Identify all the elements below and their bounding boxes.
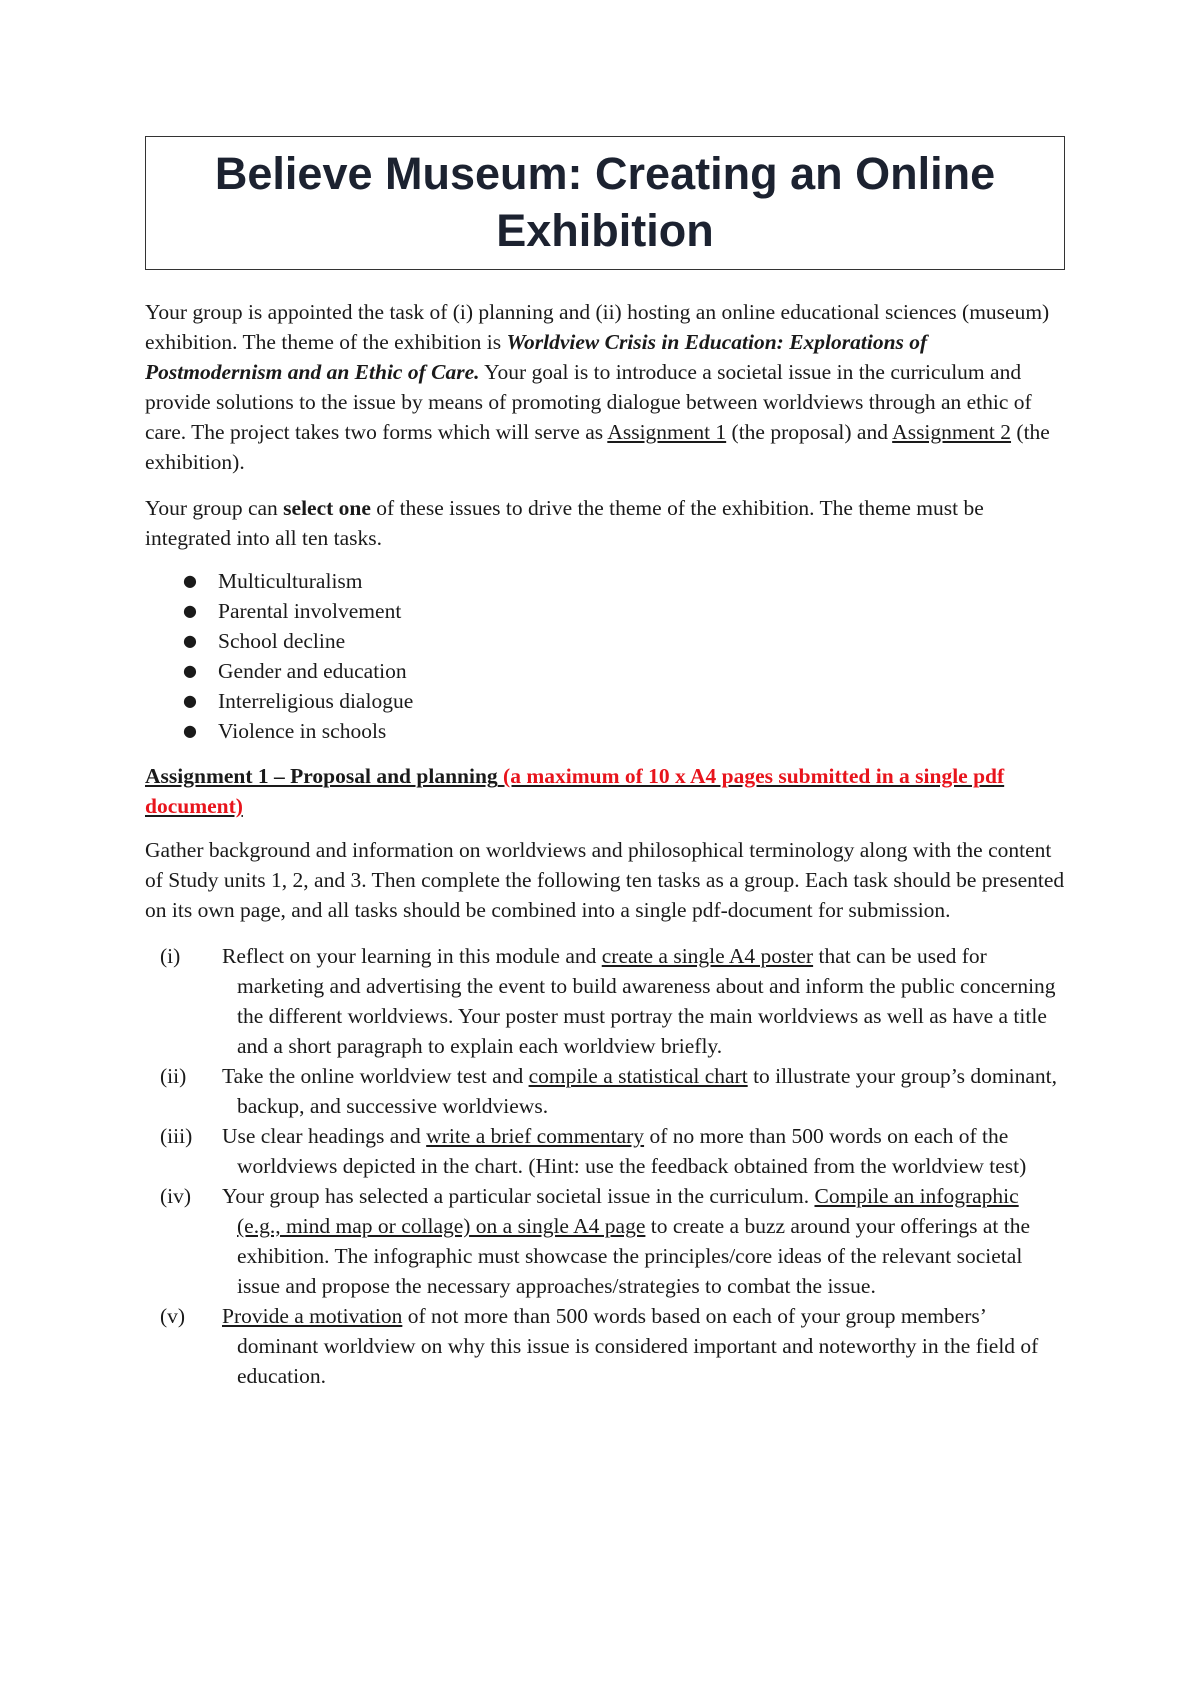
list-item bbox=[145, 686, 1065, 716]
bullet-icon: ● bbox=[183, 601, 197, 620]
intro-text-4: (the exhibition). bbox=[145, 420, 1050, 474]
assignment-1-ref: Assignment 1 bbox=[607, 420, 727, 444]
task-number: (iv) bbox=[160, 1184, 192, 1208]
task-item bbox=[145, 1061, 1065, 1121]
page-title: Believe Museum: Creating an Online Exhibition bbox=[214, 148, 996, 256]
issue-label: Gender and education bbox=[218, 659, 407, 683]
task-emphasis: write a brief commentary bbox=[426, 1124, 645, 1148]
task-text: that can be used for marketing and advertising the event to build awareness about and inform the public concerning the different worldviews. Your poster must portray the main worldviews as well as have a title and a short paragraph to explain each worldview briefly. bbox=[237, 944, 1056, 1058]
task-number: (iii) bbox=[160, 1124, 193, 1148]
task-text: to create a buzz around your offerings at the exhibition. The infographic must showcase the principles/core ideas of the relevant societal issue and propose the necessary approaches/strategies to combat the issue. bbox=[237, 1214, 1031, 1298]
task-text: to illustrate your group’s dominant, backup, and successive worldviews. bbox=[237, 1064, 1058, 1118]
list-item bbox=[145, 716, 1065, 746]
intro-text-2: Your goal is to introduce a societal issue in the curriculum and provide solutions to the issue by means of promoting dialogue between worldviews through an ethic of care. The project takes two forms which will serve as bbox=[145, 360, 1032, 444]
assignment-1-heading bbox=[145, 761, 1065, 821]
assignment-1-label: Assignment 1 – Proposal and planning bbox=[145, 764, 498, 788]
task-item bbox=[145, 941, 1065, 1061]
list-item bbox=[145, 566, 1065, 596]
task-number: (ii) bbox=[160, 1064, 187, 1088]
issue-label: School decline bbox=[218, 629, 346, 653]
document-page bbox=[145, 136, 1065, 1391]
task-emphasis: compile a statistical chart bbox=[528, 1064, 748, 1088]
gather-paragraph: Gather background and information on worldviews and philosophical terminology along with the content of Study units 1, 2, and 3. Then complete the following ten tasks as a group. Each task should be presented on its own page, and all tasks should be combined into a single pdf-document for submission. bbox=[145, 838, 1065, 922]
task-text: Use clear headings and bbox=[222, 1124, 427, 1148]
task-item bbox=[145, 1301, 1065, 1391]
task-emphasis: Compile an infographic (e.g., mind map or collage) on a single A4 page bbox=[237, 1184, 1019, 1238]
bullet-icon: ● bbox=[183, 721, 197, 740]
task-text: of no more than 500 words on each of the worldviews depicted in the chart. (Hint: use the feedback obtained from the worldview test) bbox=[237, 1124, 1027, 1178]
issue-label: Interreligious dialogue bbox=[218, 689, 414, 713]
task-number: (i) bbox=[160, 944, 181, 968]
list-item bbox=[145, 626, 1065, 656]
assignment-2-ref: Assignment 2 bbox=[892, 420, 1012, 444]
bullet-icon: ● bbox=[183, 631, 197, 650]
selection-paragraph bbox=[145, 493, 1065, 553]
task-text: of not more than 500 words based on each of your group members’ dominant worldview on why this issue is considered important and noteworthy in the field of education. bbox=[237, 1304, 1039, 1388]
selection-text-2: of these issues to drive the theme of the exhibition. The theme must be integrated into all ten tasks. bbox=[145, 496, 984, 550]
assignment-1-note: (a maximum of 10 x A4 pages submitted in a single pdf document) bbox=[145, 764, 1005, 818]
issue-label: Multiculturalism bbox=[218, 569, 363, 593]
task-item bbox=[145, 1121, 1065, 1181]
intro-paragraph bbox=[145, 297, 1065, 477]
bullet-icon: ● bbox=[183, 661, 197, 680]
task-emphasis: create a single A4 poster bbox=[601, 944, 814, 968]
task-text: Reflect on your learning in this module and bbox=[222, 944, 602, 968]
bullet-icon: ● bbox=[183, 691, 197, 710]
bullet-icon: ● bbox=[183, 571, 197, 590]
intro-text-1: Your group is appointed the task of (i) planning and (ii) hosting an online educational sciences (museum) exhibition. The theme of the exhibition is bbox=[145, 300, 1050, 354]
list-item bbox=[145, 596, 1065, 626]
task-text: Take the online worldview test and bbox=[222, 1064, 529, 1088]
selection-emphasis: select one bbox=[283, 496, 371, 520]
task-item bbox=[145, 1181, 1065, 1301]
task-text: Your group has selected a particular societal issue in the curriculum. bbox=[222, 1184, 815, 1208]
intro-text-3: (the proposal) and bbox=[726, 420, 893, 444]
issues-list bbox=[145, 566, 1065, 746]
selection-text-1: Your group can bbox=[145, 496, 284, 520]
task-number: (v) bbox=[160, 1304, 186, 1328]
exhibition-theme: Worldview Crisis in Education: Explorations of Postmodernism and an Ethic of Care. bbox=[145, 330, 928, 384]
task-emphasis: Provide a motivation bbox=[222, 1304, 403, 1328]
issue-label: Violence in schools bbox=[218, 719, 387, 743]
issue-label: Parental involvement bbox=[218, 599, 402, 623]
tasks-list bbox=[145, 941, 1065, 1391]
title-box bbox=[145, 136, 1065, 270]
list-item bbox=[145, 656, 1065, 686]
